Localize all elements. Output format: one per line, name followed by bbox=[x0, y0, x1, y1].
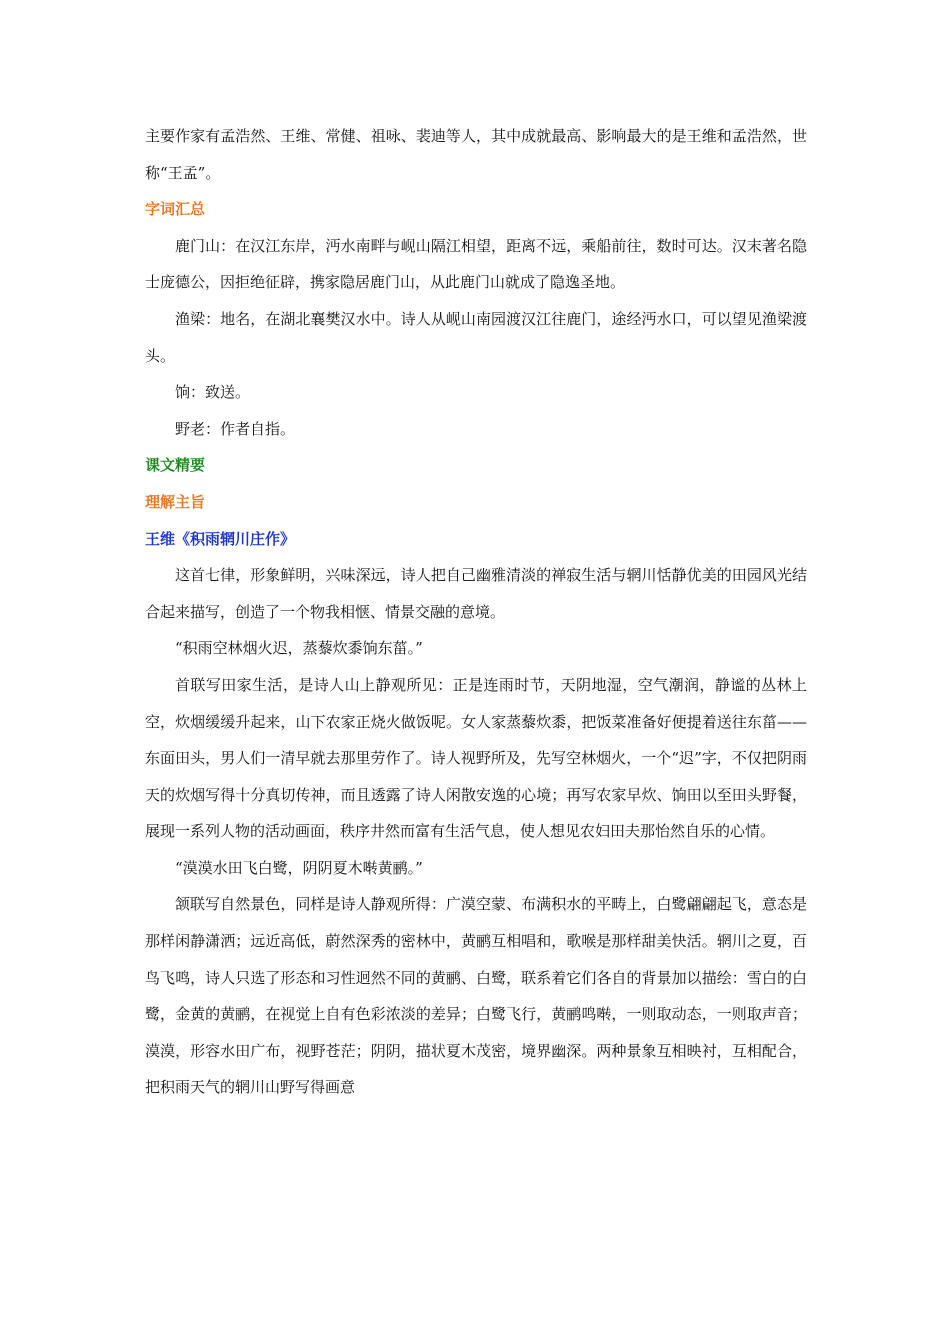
vocab-item-yelao: 野老：作者自指。 bbox=[175, 419, 296, 438]
vocab-heading: 字词汇总 bbox=[145, 200, 206, 219]
section-heading: 课文精要 bbox=[145, 456, 206, 475]
vocab-item-yuliang: 渔梁：地名，在湖北襄樊汉水中。诗人从岘山南园渡汉江往鹿门，途经沔水口，可以望见渔梁渡头。 bbox=[145, 309, 807, 365]
poem-paragraph-first-couplet: 首联写田家生活，是诗人山上静观所见：正是连雨时节，天阴地湿，空气潮润，静谧的丛林上空，炊烟缓缓升起来，山下农家正烧火做饭呢。女人家蒸藜炊黍，把饭菜准备好便提着送往东菑——东面田头，男人们一清早就去那里劳作了。诗人视野所及，先写空林烟火，一个“迟”字，不仅把阴雨天的炊烟写得十分真切传神，而且透露了诗人闲散安逸的心境；再写农家早炊、饷田以至田头野餐，展现一系列人物的活动画面，秩序井然而富有生活气息，使人想见农妇田夫那怡然自乐的心情。 bbox=[145, 675, 807, 841]
theme-heading: 理解主旨 bbox=[145, 492, 206, 511]
intro-paragraph: 主要作家有孟浩然、王维、常健、祖咏、裴迪等人，其中成就最高、影响最大的是王维和孟浩然，世称“王孟”。 bbox=[145, 127, 807, 182]
poem-heading: 王维《积雨辋川庄作》 bbox=[145, 529, 296, 548]
poem-paragraph-second-couplet: 颔联写自然景色，同样是诗人静观所得：广漠空蒙、布满积水的平畴上，白鹭翩翩起飞，意态是那样闲静潇洒；远近高低，蔚然深秀的密林中，黄鹂互相唱和，歌喉是那样甜美快活。辋川之夏，百鸟飞鸣，诗人只选了形态和习性迥然不同的黄鹂、白鹭，联系着它们各自的背景加以描绘：雪白的白鹭，金黄的黄鹂，在视觉上自有色彩浓淡的差异；白鹭飞行，黄鹂鸣啭，一则取动态，一则取声音；漠漠，形容水田广布，视野苍茫；阴阴，描状夏木茂密，境界幽深。两种景象互相映衬，互相配合，把积雨天气的辋川山野写得画意 bbox=[145, 895, 807, 1097]
poem-quote-first-couplet: “积雨空林烟火迟，蒸藜炊黍饷东菑。” bbox=[175, 639, 423, 658]
vocab-item-xiang: 饷：致送。 bbox=[175, 383, 251, 402]
poem-quote-second-couplet: “漠漠水田飞白鹭，阴阴夏木啭黄鹂。” bbox=[175, 858, 423, 877]
vocab-item-lumenshan: 鹿门山：在汉江东岸，沔水南畔与岘山隔江相望，距离不远，乘船前往，数时可达。汉末著名隐士庞德公，因拒绝征辟，携家隐居鹿门山，从此鹿门山就成了隐逸圣地。 bbox=[145, 236, 807, 292]
document-body bbox=[145, 118, 807, 1106]
poem-paragraph-intro: 这首七律，形象鲜明，兴味深远，诗人把自己幽雅清淡的禅寂生活与辋川恬静优美的田园风光结合起来描写，创造了一个物我相惬、情景交融的意境。 bbox=[145, 566, 807, 621]
